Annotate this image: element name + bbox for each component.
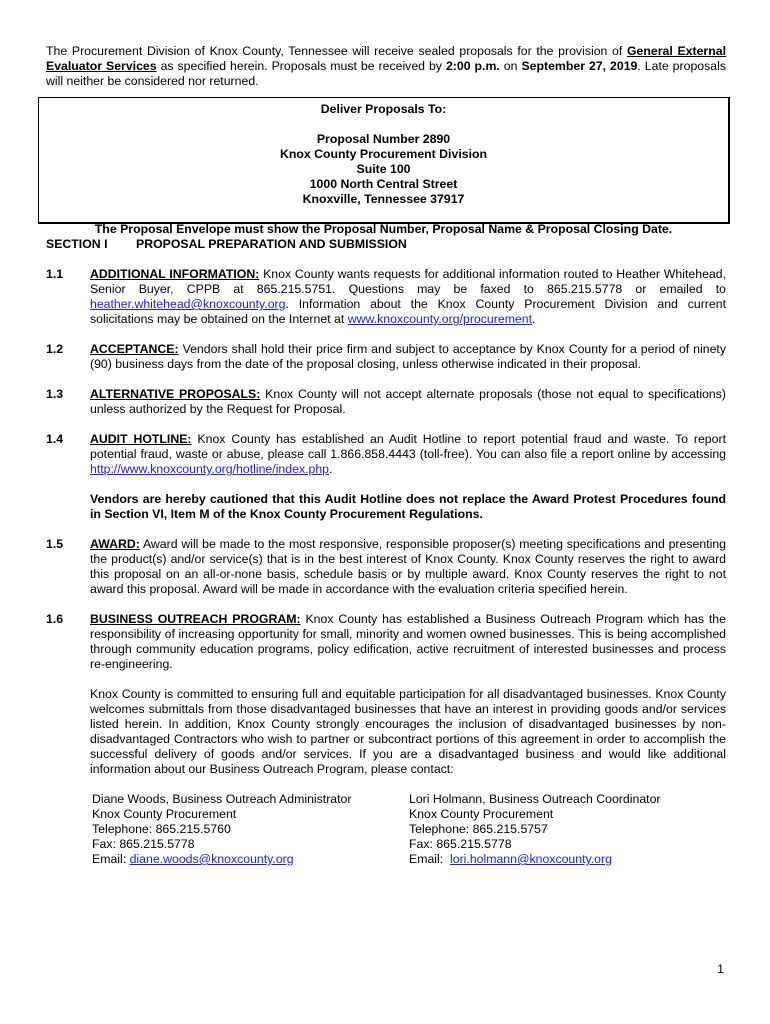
section-item	[46, 432, 726, 522]
outreach-paragraph: Knox County is committed to ensuring full and equitable participation for all disadvantaged businesses. Knox County welcomes submittals from those disadvantaged businesses that have an interest in providing goods and/or services listed herein. In addition, Knox County strongly encourages the inclusion of disadvantaged businesses by non-disadvantaged Contractors who wish to partner or subcontract portions of this agreement in order to accomplish the successful delivery of goods and/or services. If you are a disadvantaged business and would like additional information about our Business Outreach Program, please contact:	[90, 687, 726, 776]
item-number: 1.5	[46, 537, 64, 551]
delivery-line: Suite 100	[356, 162, 411, 176]
section-item	[46, 267, 726, 327]
delivery-line: Knoxville, Tennessee 37917	[302, 192, 465, 206]
contact-org: Knox County Procurement	[92, 807, 237, 821]
section-number: SECTION I	[46, 237, 108, 251]
contact-email-label: Email:	[409, 852, 450, 866]
service-title: General External Evaluator Services	[46, 44, 726, 73]
section-item	[46, 387, 726, 417]
contact-fax: Fax: 865.215.5778	[92, 837, 195, 851]
contact-email-line	[409, 852, 726, 867]
item-text	[90, 432, 726, 477]
item-label: AWARD:	[90, 537, 140, 551]
section-heading	[46, 237, 726, 252]
item-body-text: Award will be made to the most responsive, responsible proposer(s) meeting specifications and presenting the product(s) and/or service(s) that is in the best interest of Knox County. Knox County reserves the right to award this proposal on an all-or-none basis, schedule basis or by multiple award. Knox County reserves the right to not award this proposal. Award will be made in accordance with the evaluation criteria specified herein.	[90, 537, 726, 596]
delivery-heading: Deliver Proposals To:	[320, 102, 447, 116]
item-text	[90, 387, 726, 417]
contact-email-label: Email:	[92, 852, 130, 866]
contact-phone: Telephone: 865.215.5760	[92, 822, 231, 836]
envelope-note: The Proposal Envelope must show the Proposal Number, Proposal Name & Proposal Closing Date.	[94, 222, 673, 236]
item-label: ADDITIONAL INFORMATION:	[90, 267, 260, 281]
item-body-text: Knox County wants requests for additional information routed to Heather Whitehead, Senior Buyer, CPPB at 865.215.5751. Questions may be faxed to 865.215.5778 or emailed to	[90, 267, 726, 296]
item-text	[90, 342, 726, 372]
section-title: PROPOSAL PREPARATION AND SUBMISSION	[136, 237, 407, 251]
item-text	[90, 267, 726, 327]
item-number: 1.6	[46, 612, 64, 626]
contact-name: Diane Woods, Business Outreach Administrator	[92, 792, 352, 806]
intro-text: as specified herein. Proposals must be received by	[156, 59, 446, 73]
delivery-box	[38, 97, 730, 236]
contact-email-link[interactable]: diane.woods@knoxcounty.org	[129, 852, 294, 866]
item-body-text: Vendors shall hold their price firm and subject to acceptance by Knox County for a period of ninety (90) business days from the date of the proposal closing, unless otherwise indicated in their proposal.	[90, 342, 726, 371]
item-body-text: .	[532, 312, 536, 326]
item-label: AUDIT HOTLINE:	[90, 432, 192, 446]
item-body-text: Knox County will not accept alternate proposals (those not equal to specifications) unless authorized by the Request for Proposal.	[90, 387, 726, 416]
item-text	[90, 537, 726, 597]
intro-text: . Late proposals will neither be considered nor returned.	[46, 59, 726, 88]
contact-name: Lori Holmann, Business Outreach Coordinator	[409, 792, 661, 806]
hotline-link[interactable]: http://www.knoxcounty.org/hotline/index.php	[90, 462, 330, 476]
intro-text: The Procurement Division of Knox County, Tennessee will receive sealed proposals for the provision of	[46, 44, 627, 58]
page-number: 1	[717, 962, 724, 976]
document-page	[46, 44, 726, 867]
item-body-text: . Information about the Knox County Procurement Division and current solicitations may be obtained on the Internet at	[90, 297, 726, 326]
item-number: 1.3	[46, 387, 64, 401]
contact-card	[409, 792, 726, 867]
contact-email-line	[92, 852, 409, 867]
intro-paragraph	[46, 44, 726, 89]
item-number: 1.1	[46, 267, 64, 281]
email-link[interactable]: heather.whitehead@knoxcounty.org	[90, 297, 286, 311]
delivery-line: 1000 North Central Street	[309, 177, 458, 191]
contact-card	[92, 792, 409, 867]
contact-phone: Telephone: 865.215.5757	[409, 822, 548, 836]
item-label: ALTERNATIVE PROPOSALS:	[90, 387, 261, 401]
item-body-text: .	[329, 462, 333, 476]
contact-email-link[interactable]: lori.holmann@knoxcounty.org	[450, 852, 612, 866]
section-item	[46, 612, 726, 777]
deadline-date: September 27, 2019	[521, 59, 638, 73]
item-label: ACCEPTANCE:	[90, 342, 179, 356]
deadline-time: 2:00 p.m.	[445, 59, 500, 73]
item-number: 1.2	[46, 342, 64, 356]
delivery-line: Knox County Procurement Division	[279, 147, 488, 161]
section-item	[46, 342, 726, 372]
item-body-text: Knox County has established an Audit Hotline to report potential fraud and waste. To report potential fraud, waste or abuse, please call 1.866.858.4443 (toll-free). You can also file a report online by accessing	[90, 432, 726, 461]
item-number: 1.4	[46, 432, 64, 446]
item-label: BUSINESS OUTREACH PROGRAM:	[90, 612, 301, 626]
hotline-caution: Vendors are hereby cautioned that this Audit Hotline does not replace the Award Protest Procedures found in Section VI, Item M of the Knox County Procurement Regulations.	[90, 492, 726, 521]
section-item	[46, 537, 726, 597]
delivery-line: Proposal Number 2890	[316, 132, 451, 146]
contacts	[92, 792, 726, 867]
item-body-text: Knox County has established a Business Outreach Program which has the responsibility of increasing opportunity for small, minority and women owned businesses. This is being accomplished through community education programs, policy edification, active recruitment of interested businesses and process re-engineering.	[90, 612, 726, 671]
procurement-link[interactable]: www.knoxcounty.org/procurement	[347, 312, 533, 326]
contact-fax: Fax: 865.215.5778	[409, 837, 512, 851]
intro-text: on	[499, 59, 522, 73]
item-text	[90, 612, 726, 672]
contact-org: Knox County Procurement	[409, 807, 554, 821]
